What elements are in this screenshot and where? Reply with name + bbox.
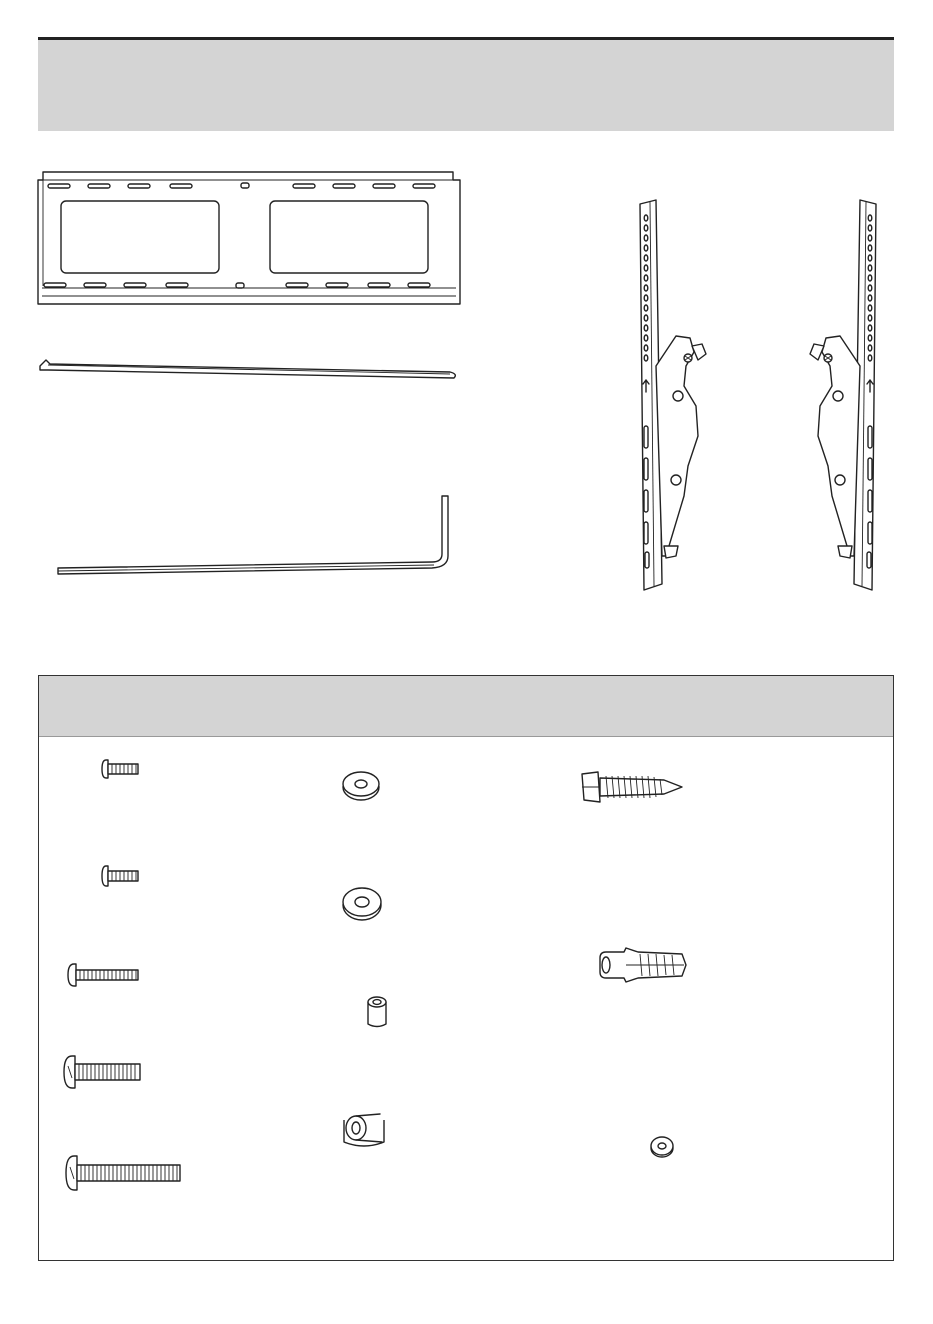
long-screw-icon (64, 1154, 186, 1192)
small-spacer-icon (364, 994, 390, 1030)
hex-key-icon (54, 490, 454, 580)
medium-screw-icon (66, 962, 144, 988)
left-tv-bracket-icon (626, 196, 726, 598)
lag-washer-icon (648, 1134, 676, 1160)
wall-anchor-icon (596, 944, 690, 986)
large-washer-icon (340, 884, 384, 922)
large-screw-icon (62, 1054, 146, 1090)
hardware-header-band (39, 676, 893, 737)
wall-plate-icon (28, 166, 464, 312)
washer-icon (340, 770, 382, 802)
small-screw-icon (100, 758, 144, 780)
safety-bar-icon (34, 352, 460, 382)
components-header-band (38, 40, 894, 131)
large-spacer-icon (340, 1106, 388, 1150)
lag-bolt-icon (578, 768, 688, 806)
right-tv-bracket-icon (790, 196, 890, 598)
small-screw-icon (100, 864, 144, 888)
